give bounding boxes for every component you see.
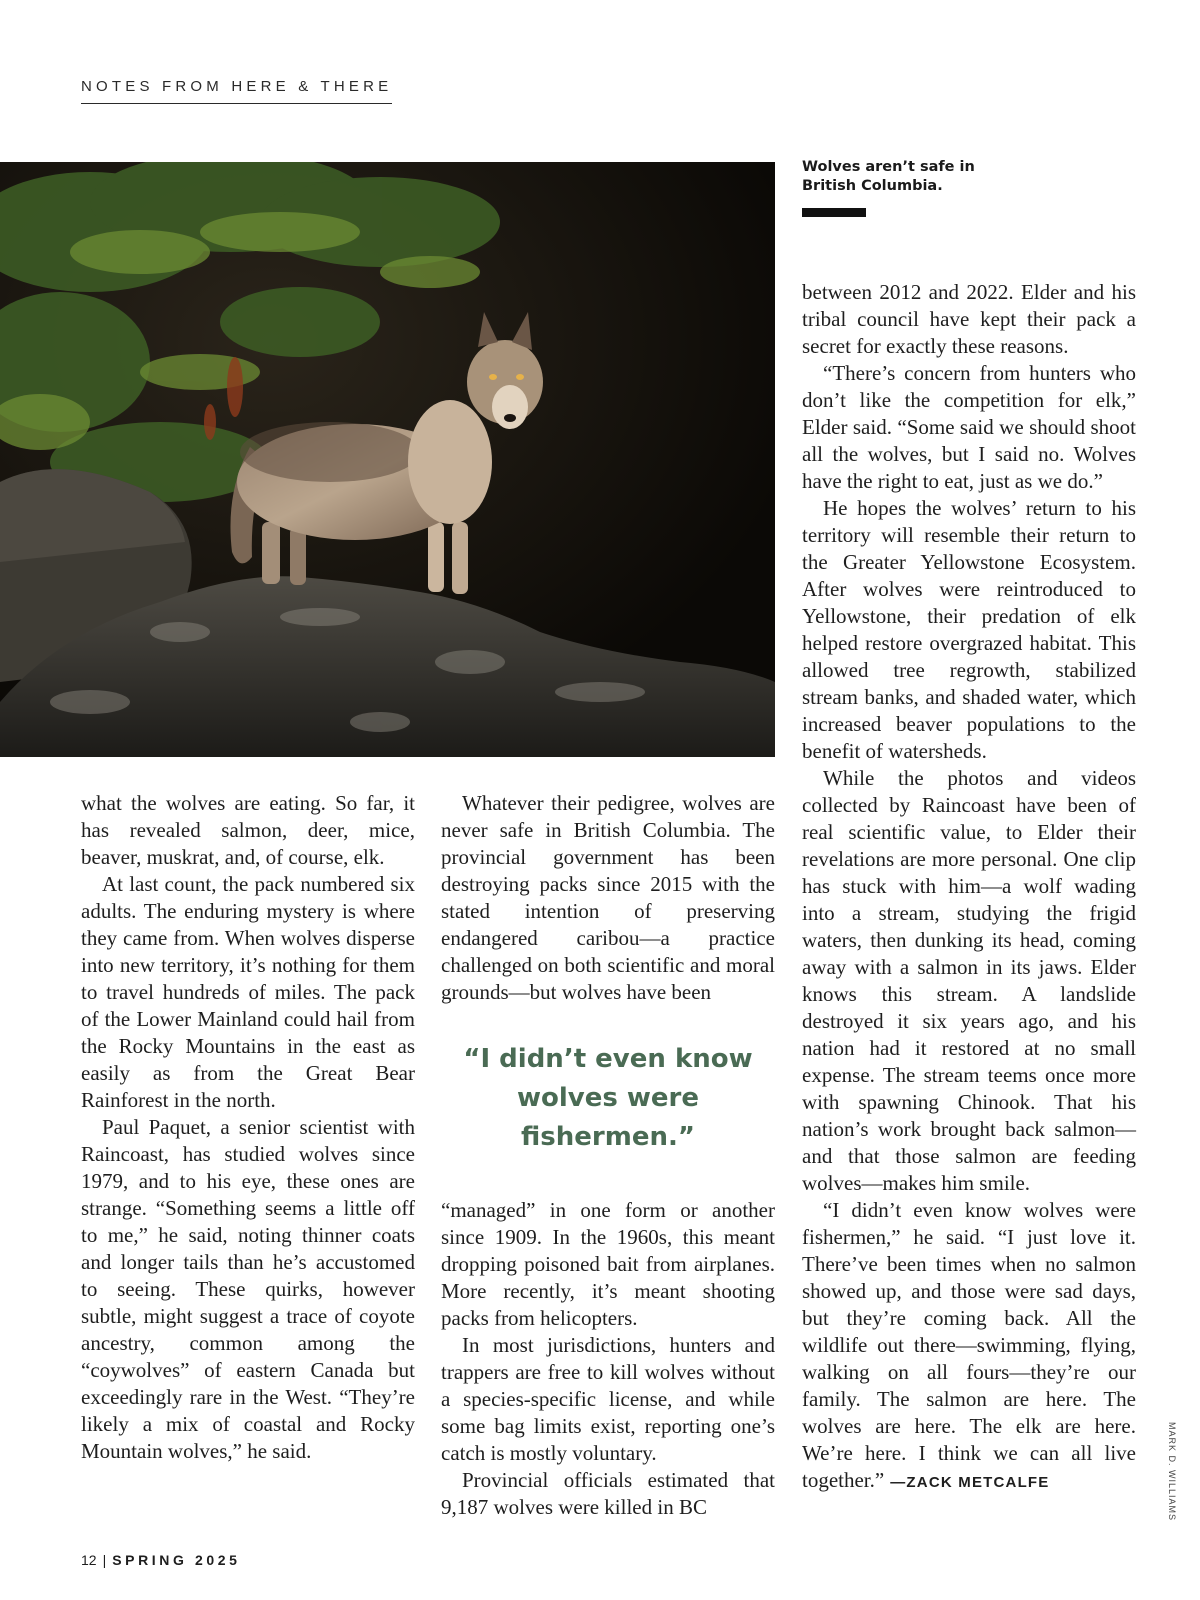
caption-rule	[802, 208, 866, 217]
paragraph: “There’s concern from hunters who don’t like the competition for elk,” Elder said. “Some said we should shoot all the wolves, but I said no. Wolves have the right to eat, just as we do.”	[802, 361, 1136, 493]
page-footer	[81, 1552, 241, 1568]
paragraph: In most jurisdictions, hunters and trappers are free to kill wolves without a species-specific license, and while some bag limits exist, reporting one’s catch is mostly voluntary.	[441, 1333, 775, 1465]
paragraph: between 2012 and 2022. Elder and his tribal council have kept their pack a secret for exactly these reasons.	[802, 280, 1136, 358]
photo-caption: Wolves aren’t safe in British Columbia.	[802, 159, 975, 194]
paragraph: Provincial officials estimated that 9,187 wolves were killed in BC	[441, 1468, 775, 1519]
paragraph: Paul Paquet, a senior scientist with Raincoast, has studied wolves since 1979, and to his eye, these ones are strange. “Something seems a little off to me,” he said, noting thinner coats and longer tails than he’s accustomed to seeing. These quirks, however subtle, might suggest a trace of coyote ancestry, common among the “coywolves” of eastern Canada but exceedingly rare in the West. “They’re likely a mix of coastal and Rocky Mountain wolves,” he said.	[81, 1115, 415, 1463]
footer-separator: |	[102, 1552, 107, 1568]
paragraph: At last count, the pack numbered six adults. The enduring mystery is where they came from. When wolves disperse into new territory, it’s nothing for them to travel hundreds of miles. The pack of the Lower Mainland could hail from the Rocky Mountains in the east as easily as from the Great Bear Rainforest in the north.	[81, 872, 415, 1112]
pull-quote: “I didn’t even know wolves were fishermen.”	[463, 1044, 753, 1152]
paragraph: “managed” in one form or another since 1909. In the 1960s, this meant dropping poisoned bait from airplanes. More recently, it’s meant shooting packs from helicopters.	[441, 1198, 775, 1330]
column-3	[802, 279, 1136, 1496]
wolf-photo	[0, 162, 775, 757]
column-2-bottom	[441, 1197, 775, 1521]
paragraph: He hopes the wolves’ return to his territory will resemble their return to the Greater Yellowstone Ecosystem. After wolves were reintroduced to Yellowstone, their predation of elk helped restore overgrazed habitat. This allowed tree regrowth, stabilized stream banks, and shaded water, which increased beaver populations to the benefit of watersheds.	[802, 496, 1136, 763]
paragraph: Whatever their pedigree, wolves are never safe in British Columbia. The provincial government has been destroying packs since 2015 with the stated intention of preserving endangered caribou—a practice challenged on both scientific and moral grounds—but wolves have been	[441, 791, 775, 1004]
page-number: 12	[81, 1552, 97, 1568]
byline: —ZACK METCALFE	[890, 1474, 1050, 1491]
photo-credit: MARK D. WILLIAMS	[1167, 1422, 1177, 1522]
paragraph-final	[802, 1197, 1136, 1496]
paragraph: While the photos and videos collected by Raincoast have been of real scientific value, to Elder their revelations are more personal. One clip has stuck with him—a wolf wading into a stream, studying the frigid waters, then dunking its head, coming away with a salmon in its jaws. Elder knows this stream. A landslide destroyed it six years ago, and his nation had it restored at no small expense. The stream teems once more with spawning Chinook. That his nation’s work brought back salmon—and that those salmon are feeding wolves—makes him smile.	[802, 766, 1136, 1195]
paragraph-text: “I didn’t even know wolves were fishermen,” he said. “I just love it. There’ve been times when no salmon showed up, and those were sad days, but they’re coming back. All the wildlife out there—swimming, flying, walking on all fours—they’re our family. The salmon are here. The wolves are here. The elk are here. We’re here. I think we can all live together.”	[802, 1198, 1136, 1492]
section-label: NOTES FROM HERE & THERE	[81, 78, 392, 104]
column-2-top	[441, 790, 775, 1006]
issue-label: SPRING 2025	[112, 1552, 241, 1568]
column-1	[81, 790, 415, 1465]
paragraph: what the wolves are eating. So far, it has revealed salmon, deer, mice, beaver, muskrat, and, of course, elk.	[81, 791, 415, 869]
